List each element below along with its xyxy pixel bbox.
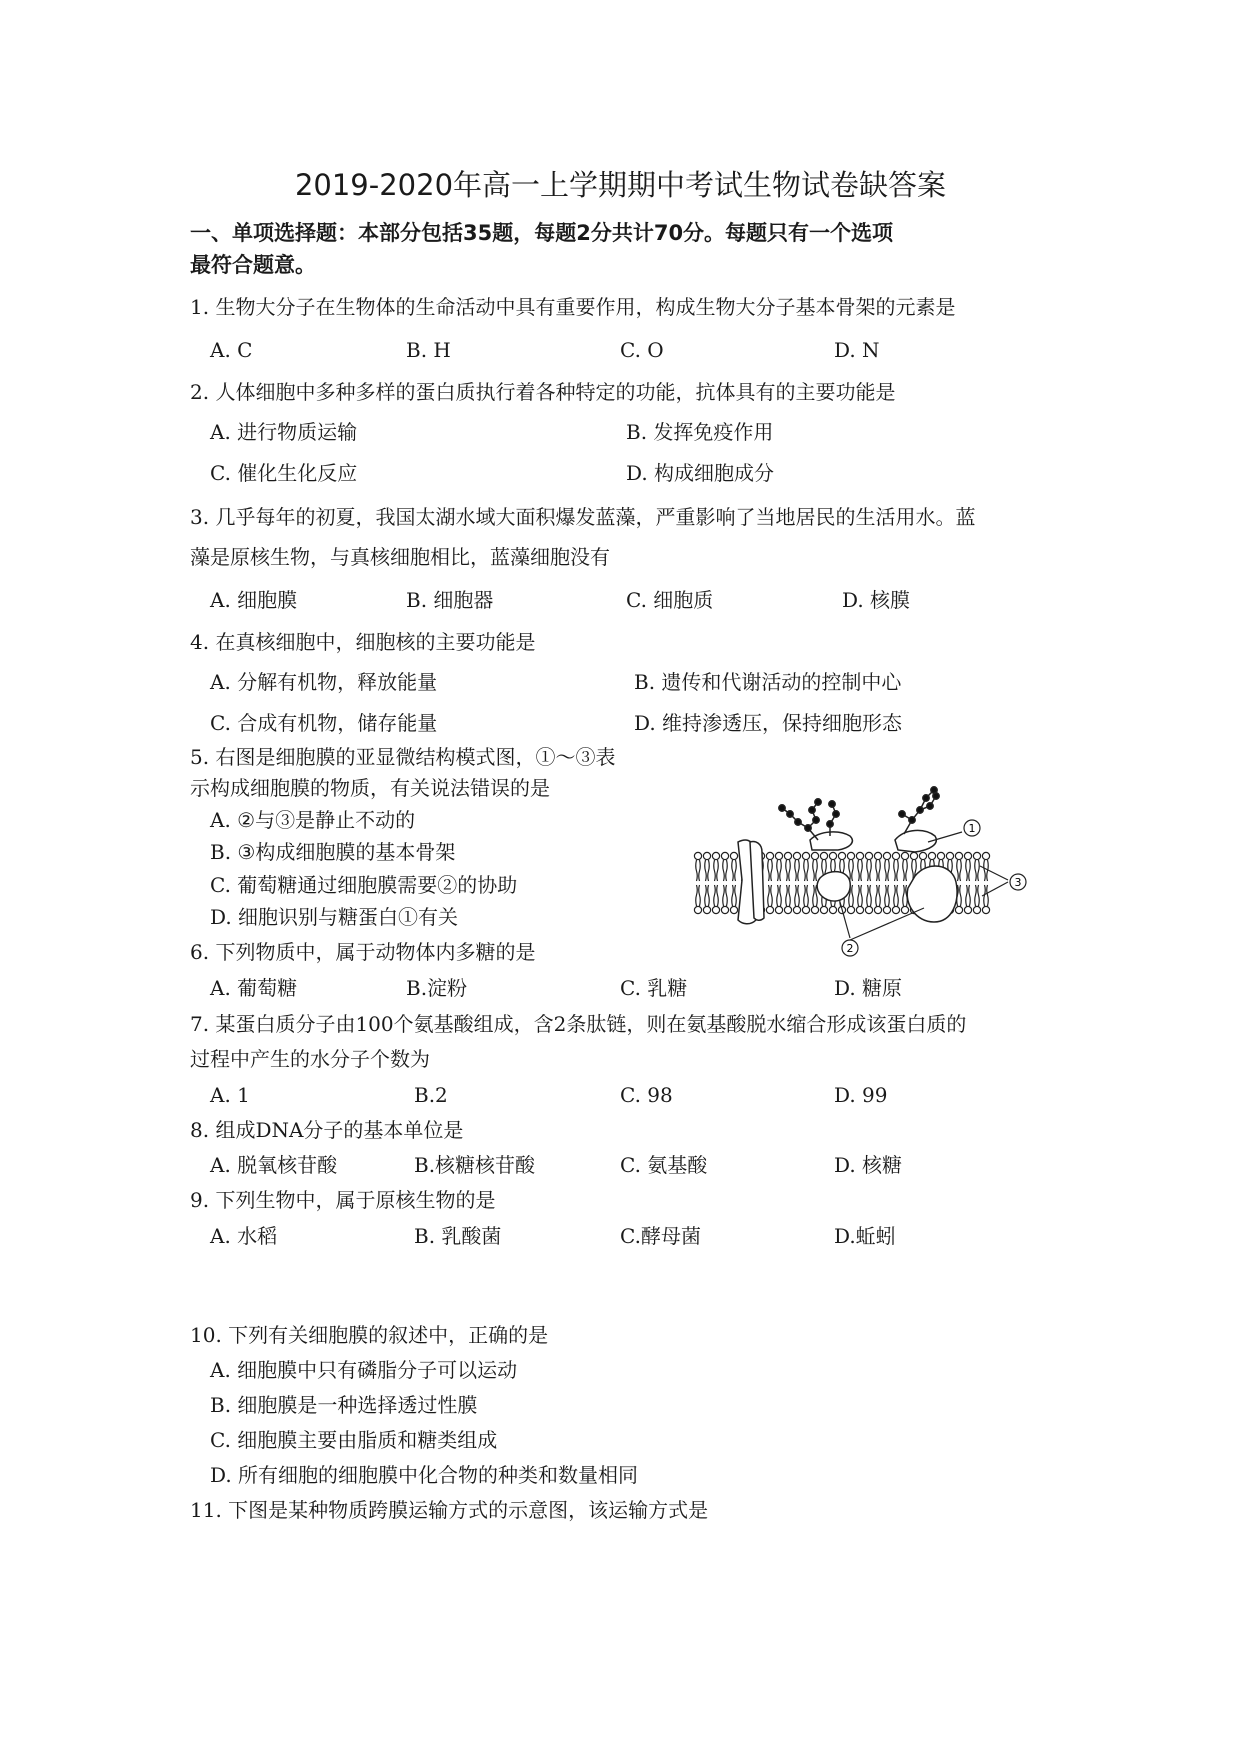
figure-label-1 bbox=[964, 820, 980, 836]
q7-option-b: B.2 bbox=[414, 1083, 448, 1107]
q2-option-d: D. 构成细胞成分 bbox=[626, 461, 775, 485]
q7-stem-line1: 7. 某蛋白质分子由100个氨基酸组成，含2条肽链，则在氨基酸脱水缩合形成该蛋白质的 bbox=[190, 1012, 967, 1036]
q3-option-a: A. 细胞膜 bbox=[210, 588, 298, 612]
q5-option-d: D. 细胞识别与糖蛋白①有关 bbox=[210, 905, 459, 929]
q5-option-a: A. ②与③是静止不动的 bbox=[210, 808, 416, 832]
q2-option-b: B. 发挥免疫作用 bbox=[626, 420, 774, 444]
q8-option-b: B.核糖核苷酸 bbox=[414, 1153, 536, 1177]
q8-stem: 8. 组成DNA分子的基本单位是 bbox=[190, 1118, 464, 1142]
q10-option-c: C. 细胞膜主要由脂质和糖类组成 bbox=[210, 1428, 498, 1452]
q6-option-d: D. 糖原 bbox=[834, 976, 903, 1000]
figure-label-2 bbox=[842, 940, 858, 956]
q4-stem: 4. 在真核细胞中，细胞核的主要功能是 bbox=[190, 630, 536, 654]
q8-option-d: D. 核糖 bbox=[834, 1153, 903, 1177]
svg-text:1: 1 bbox=[968, 822, 976, 835]
section-heading-line1: 一、单项选择题：本部分包括35题，每题2分共计70分。每题只有一个选项 bbox=[190, 221, 894, 245]
q7-stem-line2: 过程中产生的水分子个数为 bbox=[190, 1047, 430, 1071]
q3-option-d: D. 核膜 bbox=[842, 588, 911, 612]
q7-option-d: D. 99 bbox=[834, 1083, 888, 1107]
q4-option-c: C. 合成有机物，储存能量 bbox=[210, 711, 438, 735]
q1-option-c: C. O bbox=[620, 338, 664, 362]
q5-option-b: B. ③构成细胞膜的基本骨架 bbox=[210, 840, 456, 864]
page-title: 2019-2020年高一上学期期中考试生物试卷缺答案 bbox=[294, 168, 947, 202]
q5-stem-line2: 示构成细胞膜的物质，有关说法错误的是 bbox=[190, 776, 550, 800]
q4-option-b: B. 遗传和代谢活动的控制中心 bbox=[634, 670, 902, 694]
q8-option-c: C. 氨基酸 bbox=[620, 1153, 708, 1177]
transmembrane-protein bbox=[738, 840, 764, 924]
q10-option-d: D. 所有细胞的细胞膜中化合物的种类和数量相同 bbox=[210, 1463, 639, 1487]
q5-option-c: C. 葡萄糖通过细胞膜需要②的协助 bbox=[210, 873, 518, 897]
svg-text:3: 3 bbox=[1014, 876, 1022, 889]
q6-stem: 6. 下列物质中，属于动物体内多糖的是 bbox=[190, 940, 536, 964]
q5-stem-line1: 5. 右图是细胞膜的亚显微结构模式图，①～③表 bbox=[190, 745, 616, 769]
q10-option-a: A. 细胞膜中只有磷脂分子可以运动 bbox=[210, 1358, 518, 1382]
q7-option-a: A. 1 bbox=[210, 1083, 250, 1107]
q2-stem: 2. 人体细胞中多种多样的蛋白质执行着各种特定的功能，抗体具有的主要功能是 bbox=[190, 380, 896, 404]
q9-option-b: B. 乳酸菌 bbox=[414, 1224, 502, 1248]
surface-protein bbox=[810, 830, 936, 852]
q7-option-c: C. 98 bbox=[620, 1083, 673, 1107]
figure-label-3 bbox=[1010, 874, 1026, 890]
svg-text:2: 2 bbox=[846, 942, 854, 955]
q2-option-a: A. 进行物质运输 bbox=[210, 420, 358, 444]
q4-option-a: A. 分解有机物，释放能量 bbox=[210, 670, 438, 694]
q1-option-b: B. H bbox=[406, 338, 451, 362]
q6-option-c: C. 乳糖 bbox=[620, 976, 688, 1000]
q2-option-c: C. 催化生化反应 bbox=[210, 461, 358, 485]
q1-option-d: D. N bbox=[834, 338, 880, 362]
q3-stem-line1: 3. 几乎每年的初夏，我国太湖水域大面积爆发蓝藻，严重影响了当地居民的生活用水。蓝 bbox=[190, 505, 976, 529]
q11-stem: 11. 下图是某种物质跨膜运输方式的示意图，该运输方式是 bbox=[190, 1498, 709, 1522]
cell-membrane-diagram bbox=[690, 770, 1030, 970]
q4-option-d: D. 维持渗透压，保持细胞形态 bbox=[634, 711, 903, 735]
q9-option-a: A. 水稻 bbox=[210, 1224, 278, 1248]
q1-stem: 1. 生物大分子在生物体的生命活动中具有重要作用，构成生物大分子基本骨架的元素是 bbox=[190, 295, 956, 319]
section-heading-line2: 最符合题意。 bbox=[190, 253, 316, 277]
q6-option-b: B.淀粉 bbox=[406, 976, 468, 1000]
q10-stem: 10. 下列有关细胞膜的叙述中，正确的是 bbox=[190, 1323, 549, 1347]
q10-option-b: B. 细胞膜是一种选择透过性膜 bbox=[210, 1393, 478, 1417]
q3-stem-line2: 藻是原核生物，与真核细胞相比，蓝藻细胞没有 bbox=[190, 545, 610, 569]
q6-option-a: A. 葡萄糖 bbox=[210, 976, 298, 1000]
q3-option-c: C. 细胞质 bbox=[626, 588, 714, 612]
q3-option-b: B. 细胞器 bbox=[406, 588, 494, 612]
q1-option-a: A. C bbox=[210, 338, 253, 362]
q9-option-d: D.蚯蚓 bbox=[834, 1224, 896, 1248]
q9-stem: 9. 下列生物中，属于原核生物的是 bbox=[190, 1188, 496, 1212]
q9-option-c: C.酵母菌 bbox=[620, 1224, 701, 1248]
q8-option-a: A. 脱氧核苷酸 bbox=[210, 1153, 338, 1177]
